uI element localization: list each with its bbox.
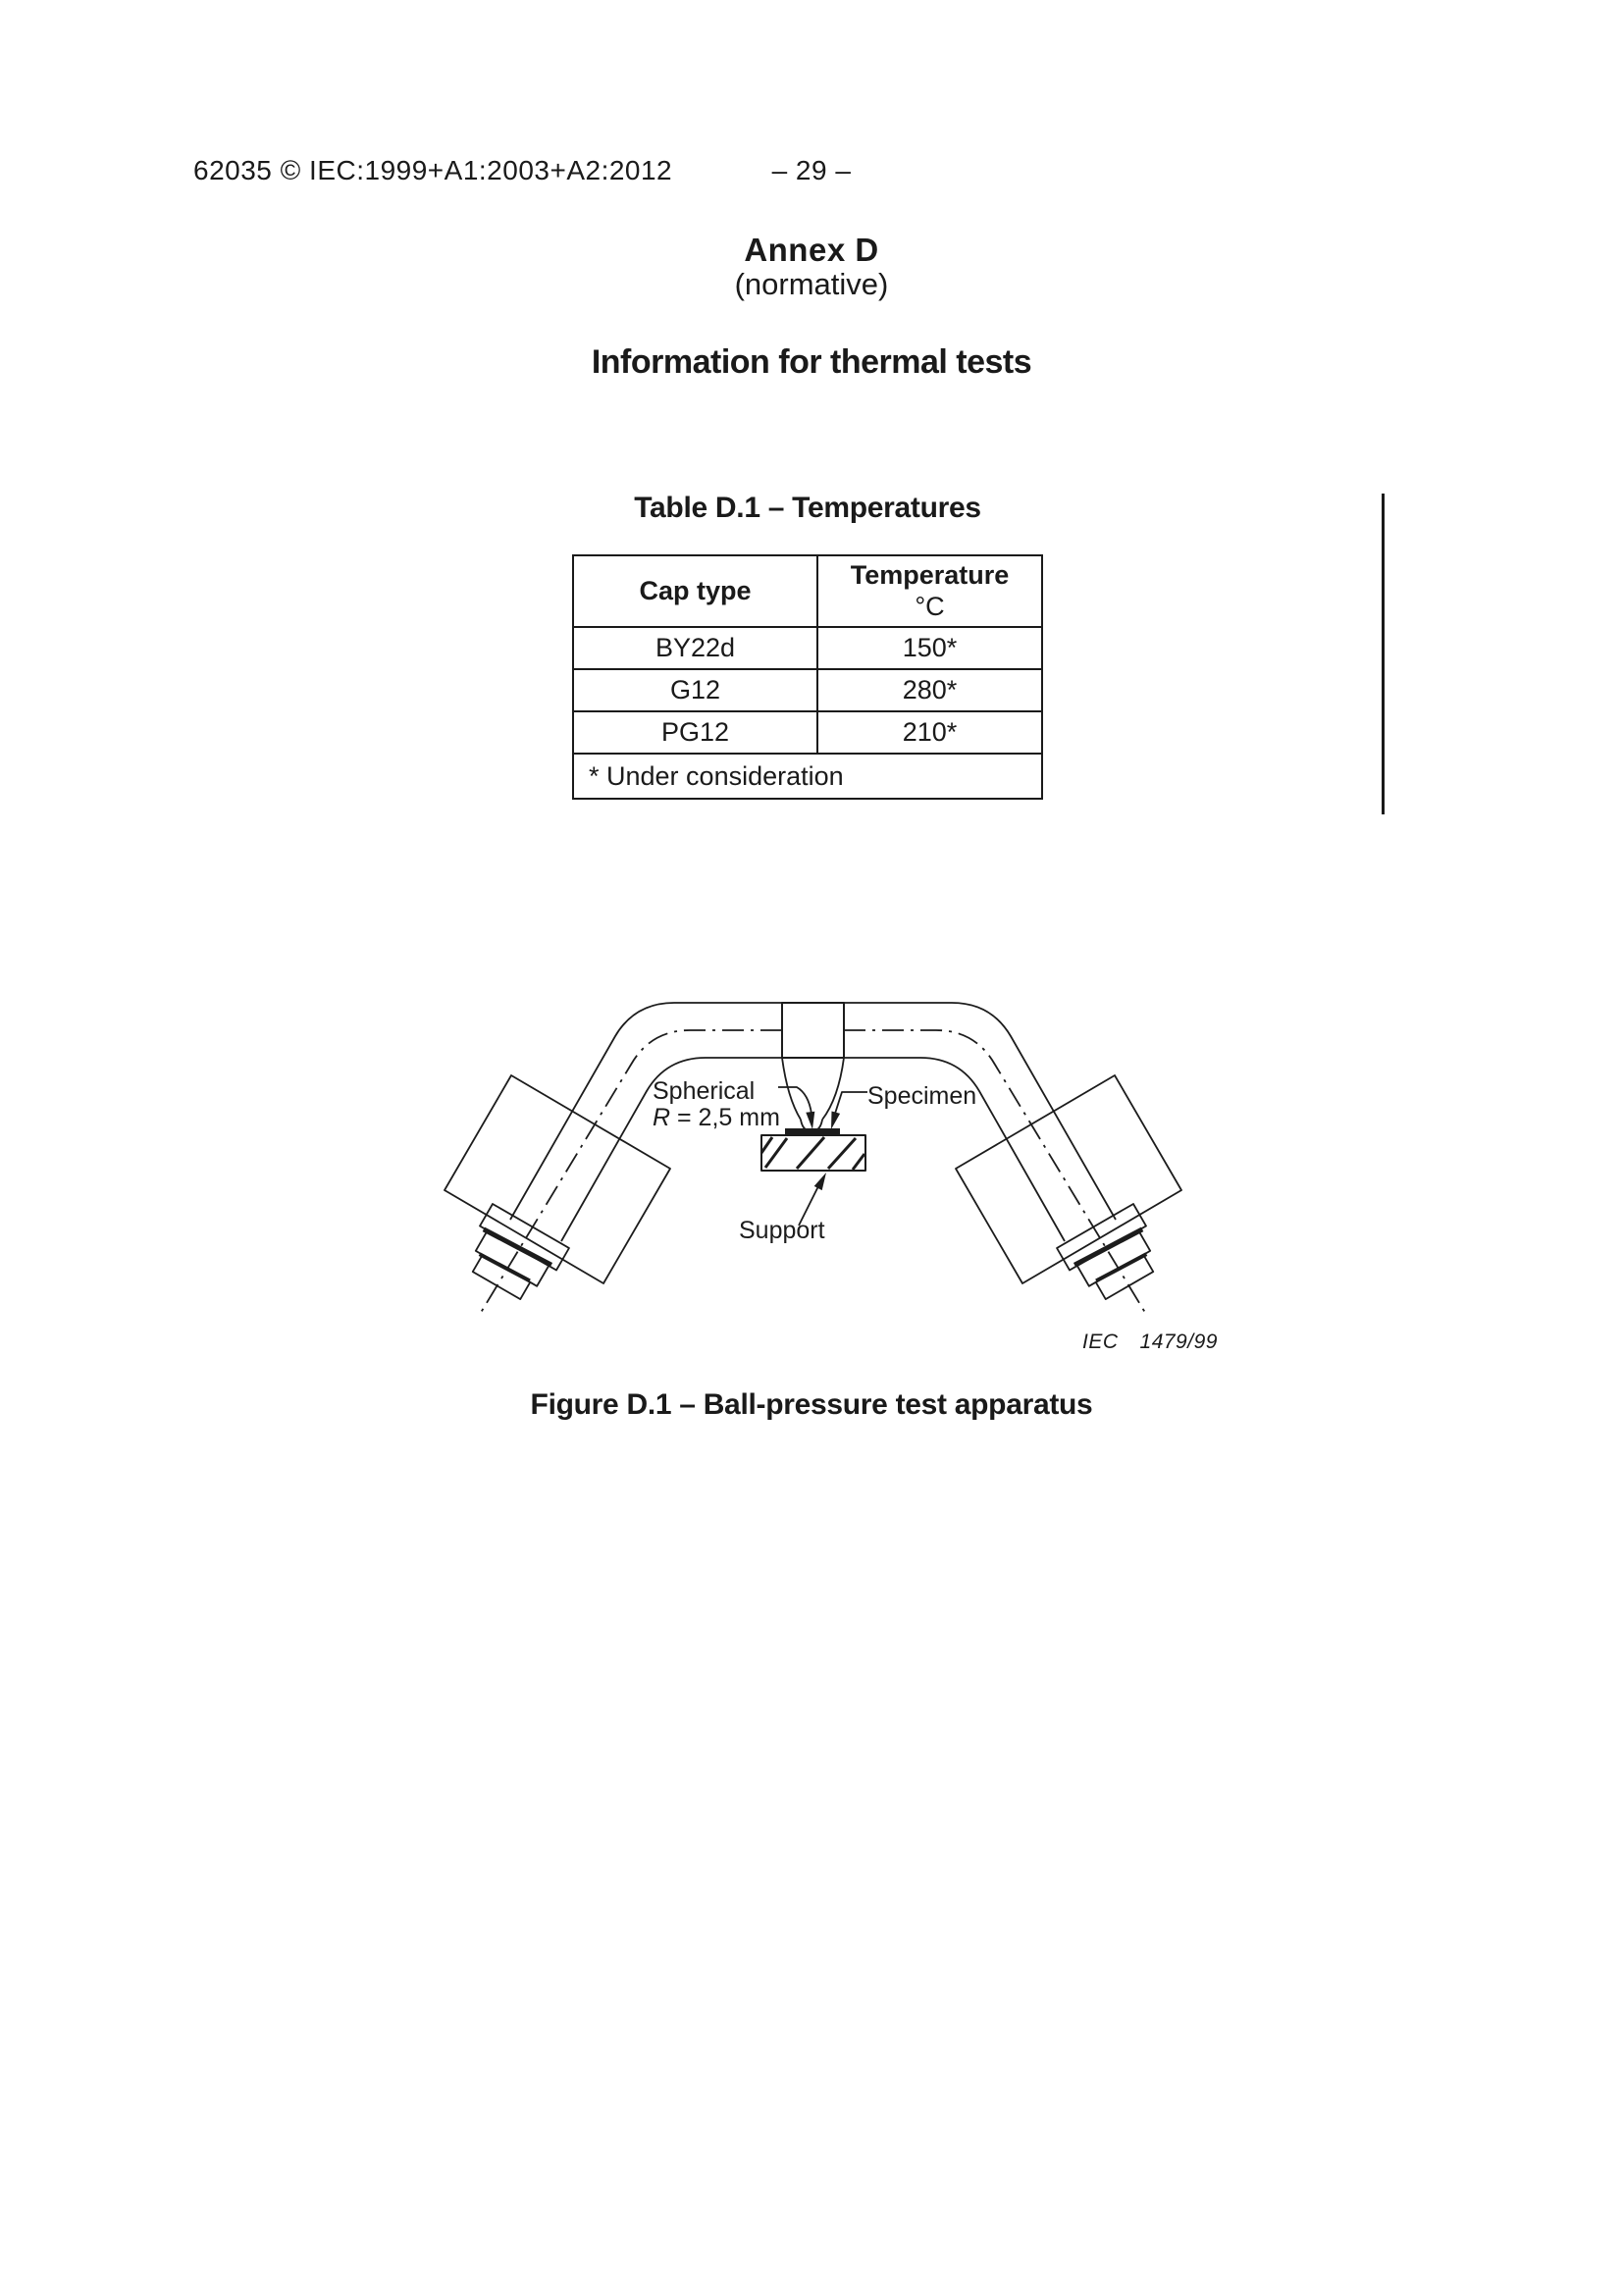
specimen-leader-line [834, 1092, 867, 1117]
figure-credit-number: 1479/99 [1139, 1331, 1218, 1353]
label-support: Support [739, 1217, 825, 1244]
page-number: – 29 – [771, 155, 852, 185]
figure-caption: Figure D.1 – Ball-pressure test apparatus [530, 1388, 1093, 1421]
specimen-arrowhead [831, 1112, 840, 1130]
annex-title: Annex D [744, 232, 879, 268]
figure-credit-label: IEC [1082, 1331, 1119, 1353]
label-radius-value: = 2,5 mm [677, 1104, 780, 1131]
cell-temperature: 150* [902, 633, 958, 662]
column-header-cap-type: Cap type [574, 556, 818, 626]
label-radius-symbol: R [653, 1104, 671, 1131]
tube-centerline [479, 1030, 782, 1316]
cell-temperature: 210* [902, 717, 958, 747]
cell-cap-type: PG12 [574, 712, 818, 753]
support-hatching [761, 1137, 864, 1170]
plunger-body [782, 1003, 844, 1058]
end-bolt [458, 1204, 569, 1308]
label-spherical: Spherical [653, 1077, 756, 1105]
table-title: Table D.1 – Temperatures [634, 492, 981, 524]
header-document-id: 62035 © IEC:1999+A1:2003+A2:2012 [193, 155, 673, 185]
temperature-label: Temperature [850, 560, 1010, 591]
cell-cap-type: BY22d [574, 628, 818, 668]
label-specimen: Specimen [867, 1082, 977, 1110]
temperature-unit: °C [915, 591, 945, 621]
support-arrowhead [814, 1173, 826, 1190]
plunger-cone-right [822, 1058, 844, 1120]
specimen-bar [785, 1128, 840, 1135]
cell-temperature: 280* [902, 675, 958, 704]
figure-credit [1082, 1331, 1218, 1354]
cell-cap-type: G12 [574, 670, 818, 710]
annex-subtitle: (normative) [734, 267, 889, 301]
section-heading: Information for thermal tests [591, 343, 1032, 381]
spherical-arrowhead [806, 1112, 814, 1129]
apparatus-arm [445, 1003, 782, 1316]
table-footnote: * Under consideration [589, 760, 844, 791]
apparatus-arm-right [844, 1003, 1181, 1316]
